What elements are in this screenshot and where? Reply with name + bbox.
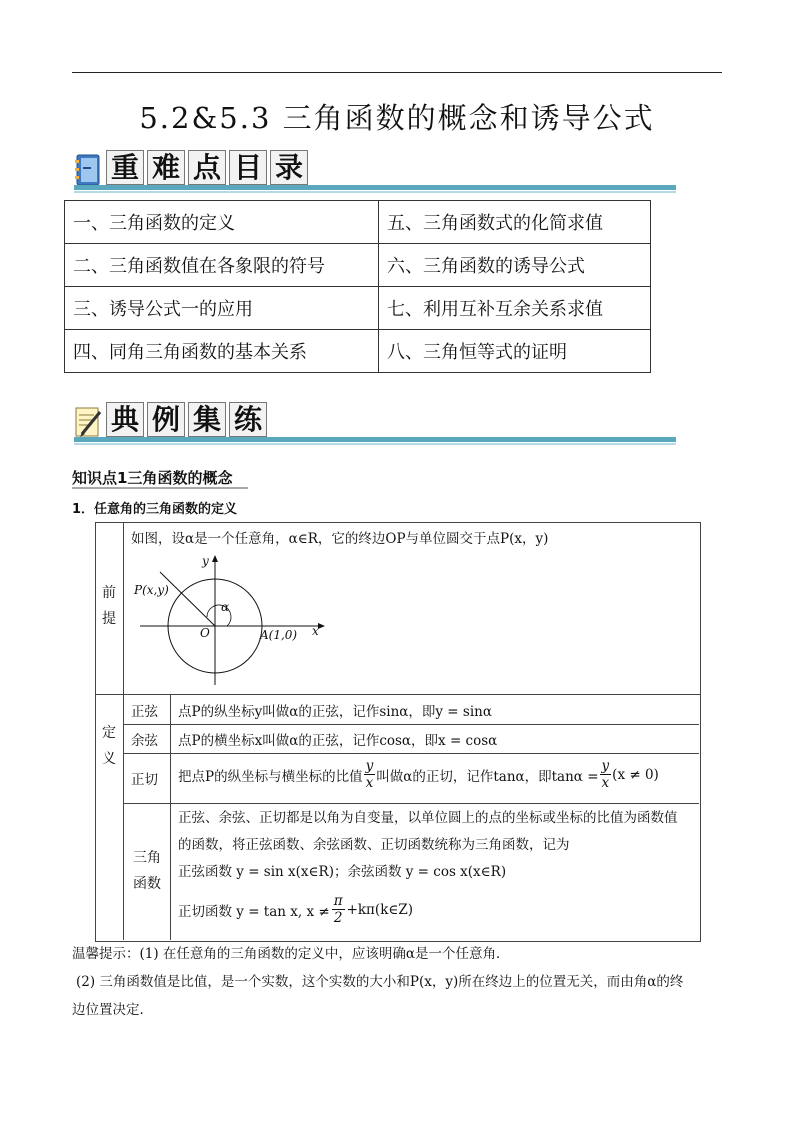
origin-label: O <box>200 626 210 640</box>
pi-over-2-fraction <box>332 893 345 926</box>
unit-circle-figure <box>130 550 330 690</box>
fraction-numerator: y <box>601 758 610 774</box>
banner-char: 点 <box>188 150 226 185</box>
tangent-text-b: 叫做α的正切，记作tanα，即tanα = <box>376 768 599 785</box>
banner-char: 练 <box>229 402 267 437</box>
fraction-denominator: 2 <box>333 910 343 926</box>
toc-item: 八、三角恒等式的证明 <box>379 330 651 373</box>
toc-item: 七、利用互补互余关系求值 <box>379 287 651 330</box>
banner-char: 录 <box>270 150 308 185</box>
y-over-x-fraction <box>364 758 376 791</box>
tangent-text-a: 把点P的纵坐标与横坐标的比值 <box>178 768 363 785</box>
col-divider <box>170 694 171 940</box>
point-a-label: A(1,0) <box>260 628 298 642</box>
row-divider <box>123 803 699 804</box>
table-row <box>65 244 651 287</box>
col-divider <box>123 522 124 940</box>
toc-item: 二、三角函数值在各象限的符号 <box>65 244 379 287</box>
fraction-denominator: x <box>601 775 610 791</box>
tip-line-2: (2) 三角函数值是比值，是一个实数，这个实数的大小和P(x，y)所在终边上的位置无关，而由角α的终 <box>76 974 684 990</box>
trig-label: 三角函数 <box>133 850 161 892</box>
tangent-definition <box>178 758 659 791</box>
banner-underline <box>74 437 676 442</box>
tan-domain-text: +kπ(k∈Z) <box>346 901 414 918</box>
knowledge-point-heading: 知识点1三角函数的概念 <box>72 469 233 487</box>
toc-item: 一、三角函数的定义 <box>65 201 379 244</box>
banner-underline <box>74 185 676 190</box>
table-row <box>65 201 651 244</box>
banner-char: 难 <box>147 150 185 185</box>
pencil-notepad-icon <box>74 406 102 438</box>
table-of-contents <box>64 200 651 373</box>
row-name-cosine: 余弦 <box>131 733 158 749</box>
section-banner-examples <box>74 402 684 442</box>
x-axis-label: x <box>312 624 319 638</box>
trig-line-2: 的函数，将正弦函数、余弦函数、正切函数统称为三角函数，记为 <box>178 837 570 853</box>
row-name-tangent: 正切 <box>131 772 158 788</box>
row-divider <box>123 753 699 754</box>
notebook-icon <box>74 154 102 186</box>
banner-char: 典 <box>106 402 144 437</box>
fraction-numerator: y <box>365 758 374 774</box>
cosine-definition: 点P的横坐标x叫做α的正弦，记作cosα，即x = cosα <box>178 733 498 749</box>
tip-line-3: 边位置决定． <box>72 1002 153 1018</box>
alpha-label: α <box>221 600 230 614</box>
subheading: 1．任意角的三角函数的定义 <box>72 502 238 517</box>
row-divider <box>123 724 699 725</box>
toc-item: 五、三角函数式的化简求值 <box>379 201 651 244</box>
trig-line-3: 正弦函数 y = sin x(x∈R)；余弦函数 y = cos x(x∈R) <box>178 864 507 880</box>
y-axis-label: y <box>202 554 209 568</box>
banner-char: 例 <box>147 402 185 437</box>
point-p-label: P(x,y) <box>134 583 169 597</box>
header-rule <box>72 72 722 73</box>
banner-char: 重 <box>106 150 144 185</box>
banner-underline-light <box>74 191 676 193</box>
heading-underline <box>72 487 248 489</box>
premise-text: 如图，设α是一个任意角，α∈R，它的终边OP与单位圆交于点P(x，y) <box>131 531 549 547</box>
y-over-x-fraction <box>600 758 612 791</box>
row-name-sine: 正弦 <box>131 704 158 720</box>
table-row <box>65 287 651 330</box>
tip-line-1: 温馨提示：(1) 在任意角的三角函数的定义中，应该明确α是一个任意角． <box>72 946 510 962</box>
row-divider <box>95 694 700 695</box>
banner-char: 目 <box>229 150 267 185</box>
toc-item: 三、诱导公式一的应用 <box>65 287 379 330</box>
tangent-text-c: (x ≠ 0) <box>612 766 659 783</box>
fraction-denominator: x <box>365 775 374 791</box>
trig-line-1: 正弦、余弦、正切都是以角为自变量，以单位圆上的点的坐标或坐标的比值为函数值 <box>178 810 678 826</box>
table-row <box>65 330 651 373</box>
section-banner-key-points <box>74 150 684 190</box>
tan-function-text: 正切函数 y = tan x, x ≠ <box>178 903 330 920</box>
definition-label: 定义 <box>102 725 116 767</box>
page-title: 5.2&5.3 三角函数的概念和诱导公式 <box>139 101 655 135</box>
trig-line-4 <box>178 893 413 926</box>
banner-underline-light <box>74 443 676 445</box>
sine-definition: 点P的纵坐标y叫做α的正弦，记作sinα，即y = sinα <box>178 704 492 720</box>
premise-label: 前提 <box>102 585 116 627</box>
fraction-numerator: π <box>333 893 343 909</box>
toc-item: 四、同角三角函数的基本关系 <box>65 330 379 373</box>
toc-item: 六、三角函数的诱导公式 <box>379 244 651 287</box>
banner-char: 集 <box>188 402 226 437</box>
